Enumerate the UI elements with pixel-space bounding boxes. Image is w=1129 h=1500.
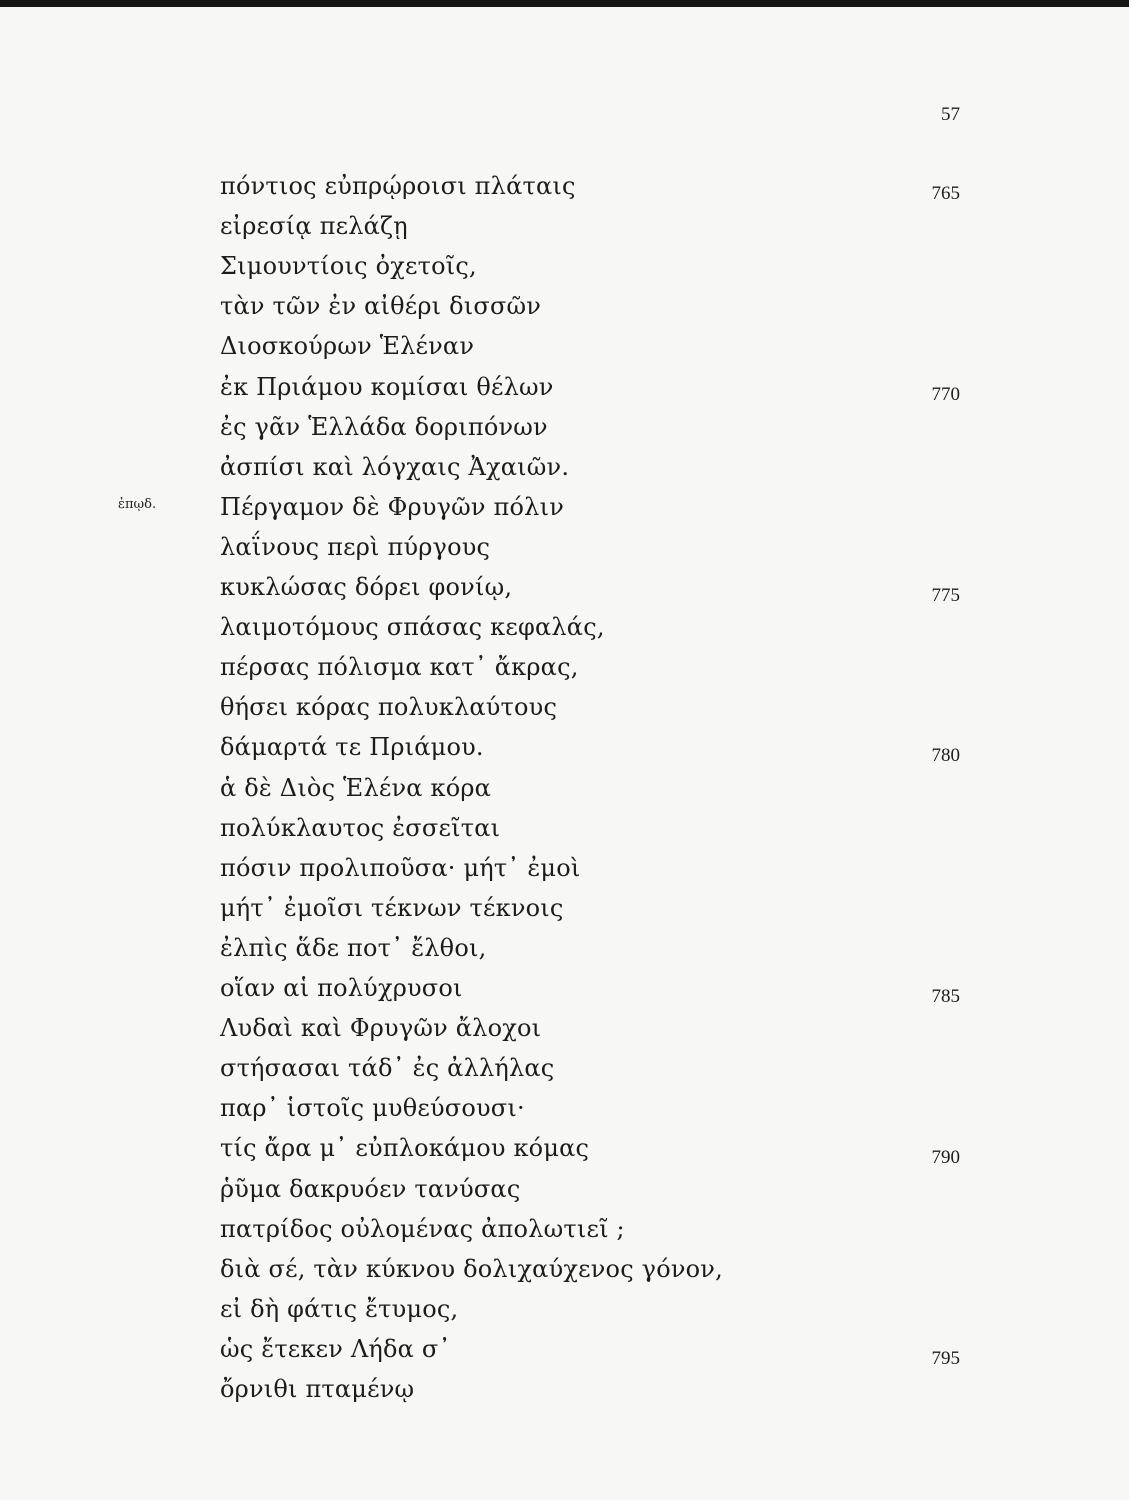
verse-line: στήσασαι τάδ᾽ ἐς ἀλλήλας: [220, 1054, 555, 1083]
verse-line: ἐκ Πριάμου κομίσαι θέλων: [220, 372, 554, 401]
line-number: 790: [931, 1147, 960, 1168]
verse-line: μήτ᾽ ἐμοῖσι τέκνων τέκνοις: [220, 893, 564, 922]
verse-line: ἐλπὶς ἅδε ποτ᾽ ἔλθοι,: [220, 933, 487, 962]
section-label: ἐπῳδ.: [118, 497, 157, 512]
verse-line: πολύκλαυτος ἐσσεῖται: [220, 813, 501, 842]
verse-line: Λυδαὶ καὶ Φρυγῶν ἄλοχοι: [220, 1014, 542, 1043]
verse-line: ῥῦμα δακρυόεν τανύσας: [220, 1174, 521, 1203]
verse-line: πέρσας πόλισμα κατ᾽ ἄκρας,: [220, 653, 579, 682]
line-number: 775: [931, 585, 960, 606]
line-number: 785: [931, 986, 960, 1007]
page-number: 57: [941, 104, 960, 125]
verse-line: πόσιν προλιποῦσα· μήτ᾽ ἐμοὶ: [220, 853, 581, 882]
verse-line: τὰν τῶν ἐν αἰθέρι δισσῶν: [220, 292, 542, 321]
line-number: 770: [931, 384, 960, 405]
verse-line: πόντιος εὐπρῴροισι πλάταις: [220, 172, 576, 200]
line-number: 765: [931, 183, 960, 204]
verse-line: ἁ δὲ Διὸς Ἑλένα κόρα: [220, 773, 492, 802]
verse-line: Διοσκούρων Ἑλέναν: [220, 332, 475, 361]
verse-line: οἵαν αἱ πολύχρυσοι: [220, 974, 463, 1002]
line-number: 795: [931, 1348, 960, 1369]
verse-line: πατρίδος οὐλομένας ἀπολωτιεῖ ;: [220, 1214, 625, 1243]
verse-line: διὰ σέ, τὰν κύκνου δολιχαύχενος γόνον,: [220, 1254, 723, 1283]
verse-line: παρ᾽ ἱστοῖς μυθεύσουσι·: [220, 1094, 525, 1123]
verse-line: θήσει κόρας πολυκλαύτους: [220, 693, 558, 722]
page-top-edge: [0, 0, 1129, 7]
verse-line: Πέργαμον δὲ Φρυγῶν πόλιν: [220, 492, 564, 521]
verse-line: ὡς ἔτεκεν Λήδα σ᾽: [220, 1334, 451, 1363]
verse-line: εἰρεσίᾳ πελάζῃ: [220, 212, 408, 241]
verse-line: εἰ δὴ φάτις ἔτυμος,: [220, 1294, 459, 1323]
verse-line: ὄρνιθι πταμένῳ: [220, 1375, 415, 1403]
verse-line: λαΐνους περὶ πύργους: [220, 532, 491, 561]
verse-line: κυκλώσας δόρει φονίῳ,: [220, 573, 513, 601]
verse-line: τίς ἄρα μ᾽ εὐπλοκάμου κόμας: [220, 1134, 590, 1163]
verse-line: δάμαρτά τε Πριάμου.: [220, 733, 484, 762]
verse-line: ἐς γᾶν Ἑλλάδα δοριπόνων: [220, 412, 548, 441]
verse-line: ἀσπίσι καὶ λόγχαις Ἀχαιῶν.: [220, 452, 570, 481]
verse-line: λαιμοτόμους σπάσας κεφαλάς,: [220, 613, 605, 642]
verse-line: Σιμουντίοις ὀχετοῖς,: [220, 252, 477, 281]
line-number: 780: [931, 745, 960, 766]
